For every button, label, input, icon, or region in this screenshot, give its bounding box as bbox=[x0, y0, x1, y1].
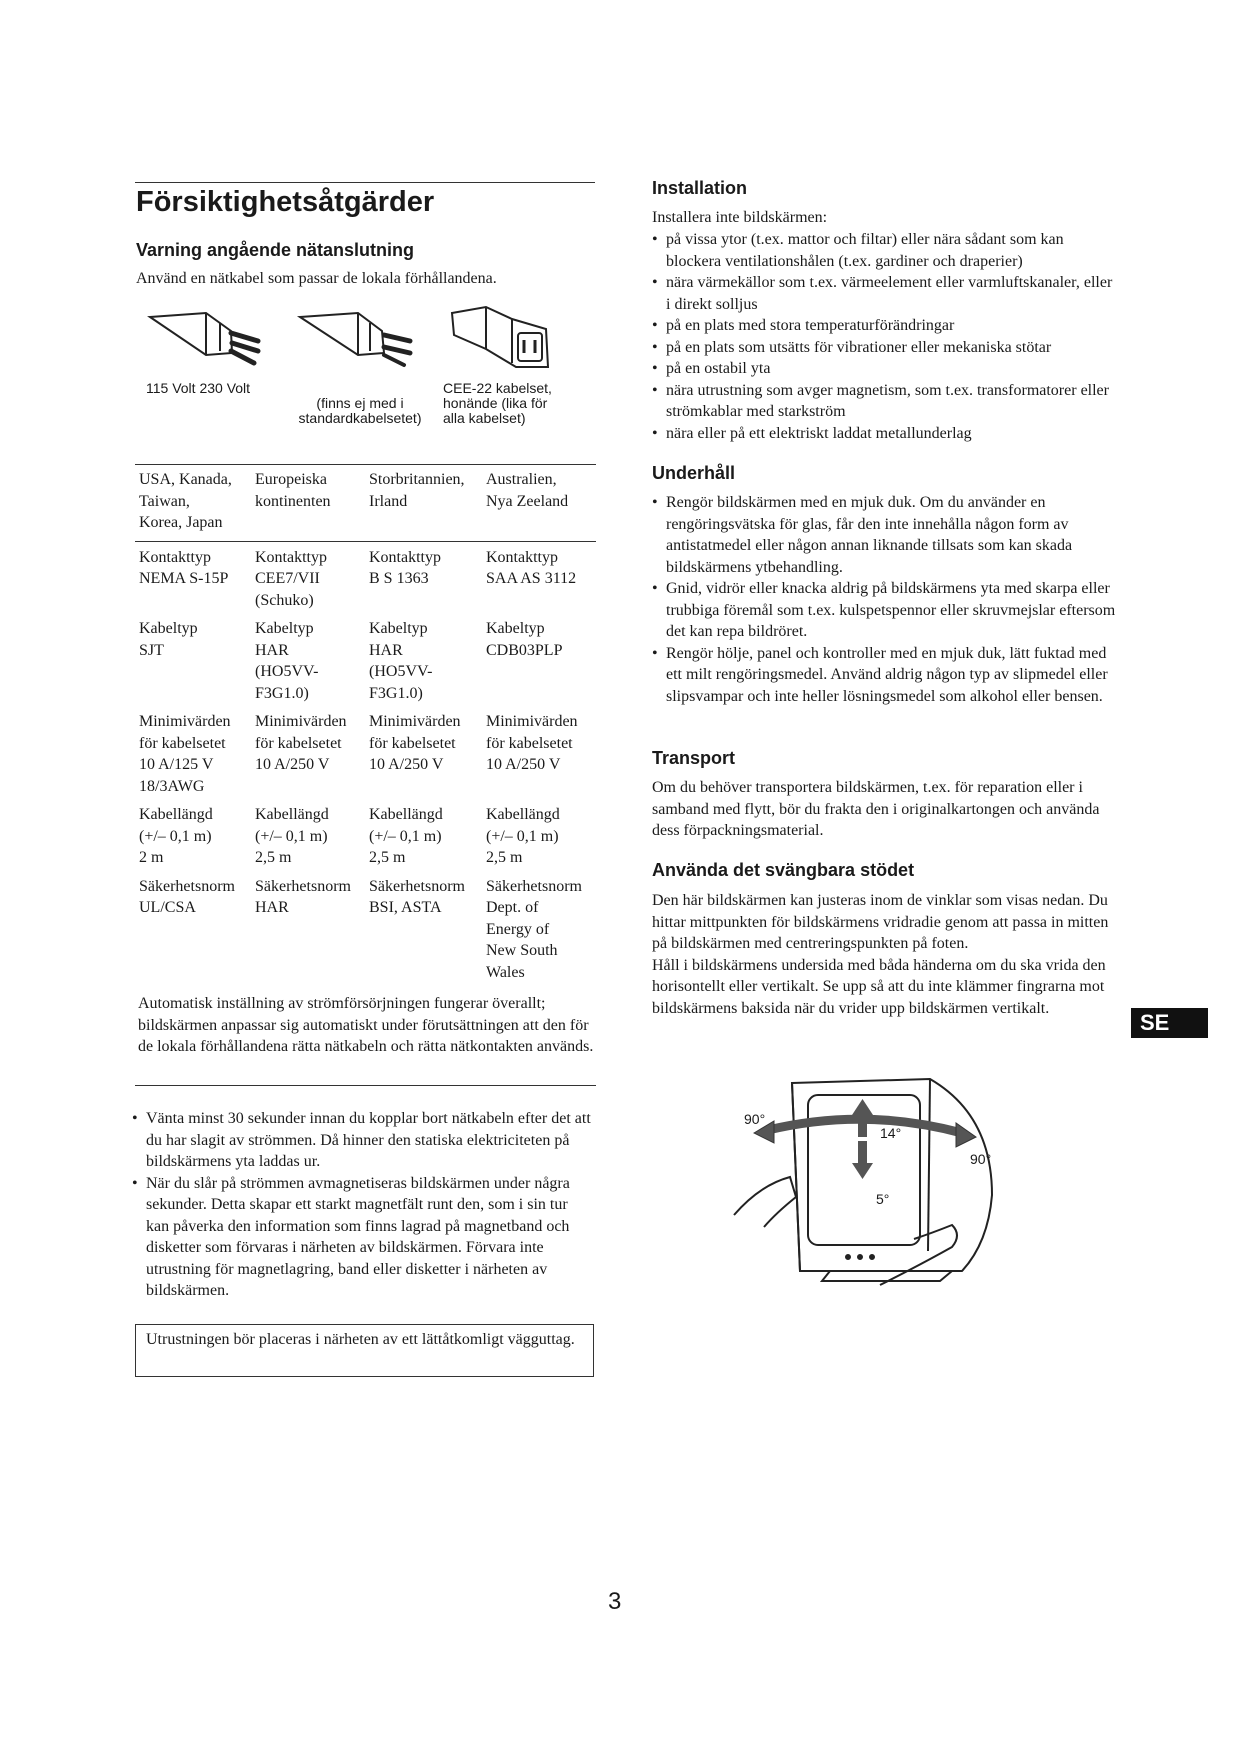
table-cell bbox=[135, 804, 251, 876]
cell-line: Energy of bbox=[486, 920, 550, 938]
cell-line: Kabeltyp bbox=[369, 620, 428, 637]
cell-line: HAR bbox=[369, 641, 403, 659]
table-row bbox=[135, 876, 596, 991]
cell-line: Kontakttyp bbox=[255, 548, 327, 566]
installation-list bbox=[650, 229, 1120, 444]
table-cell bbox=[365, 618, 482, 711]
installation-intro: Installera inte bildskärmen: bbox=[652, 209, 828, 226]
list-item: • nära värmekällor som t.ex. värmeelement eller varmluftskanaler, eller i direkt solljus bbox=[650, 272, 1120, 315]
warning-heading: Varning angående nätanslutning bbox=[136, 240, 415, 260]
table-cell bbox=[365, 465, 482, 541]
plug-label-cee22-1: CEE-22 kabelset, bbox=[443, 380, 552, 396]
cell-line: Kabeltyp bbox=[255, 620, 314, 637]
cell-line: 18/3AWG bbox=[139, 777, 205, 795]
table-cell bbox=[135, 711, 251, 804]
cell-line: 10 A/125 V bbox=[139, 756, 214, 773]
plug-label-cee22-2: honände (lika för bbox=[443, 395, 548, 411]
plug-schuko-icon bbox=[300, 313, 410, 365]
cell-line: Minimivärden bbox=[139, 713, 231, 730]
list-item: • När du slår på strömmen avmagnetiseras bildskärmen under några sekunder. Detta skapar ett starkt magnetfält runt den, som i sin tur kan påverka den information som finns lagrad på magnetband och disketter som förvaras i närheten av bildskärmen. Förvara inte utrustning för magnetlagring, band eller disketter i närheten av bildskärmen. bbox=[130, 1173, 594, 1302]
language-tab: SE bbox=[1131, 1008, 1208, 1038]
transport-text: Om du behöver transportera bildskärmen, t.ex. för reparation eller i samband med flytt, bör du frakta den i originalkartongen och använda dess förpackningsmaterial. bbox=[652, 779, 1100, 839]
cell-line: SJT bbox=[139, 641, 164, 659]
angle-up-label: 14° bbox=[880, 1125, 902, 1141]
outlet-note-box: Utrustningen bör placeras i närheten av ett lättåtkomligt vägguttag. bbox=[135, 1324, 594, 1377]
plug-label-not-included-2: standardkabelsetet) bbox=[298, 410, 422, 426]
cell-line: 10 A/250 V bbox=[486, 756, 561, 773]
table-cell bbox=[251, 711, 365, 804]
cell-line: Kabellängd bbox=[369, 806, 443, 823]
table-row bbox=[135, 711, 596, 804]
cell-line: kontinenten bbox=[255, 492, 331, 510]
cell-line: (HO5VV- bbox=[255, 663, 319, 680]
monitor-stand-icon bbox=[822, 1271, 952, 1281]
stand-text bbox=[652, 890, 1122, 1019]
table-cell bbox=[251, 804, 365, 876]
monitor-drawing bbox=[730, 1075, 1020, 1290]
cell-line: 2,5 m bbox=[255, 849, 292, 866]
cell-line: New South bbox=[486, 942, 558, 959]
table-row bbox=[135, 618, 596, 711]
cell-line: för kabelsetet bbox=[369, 734, 456, 752]
installation-heading: Installation bbox=[652, 178, 748, 198]
cell-line: Taiwan, bbox=[139, 492, 190, 510]
cell-line: 10 A/250 V bbox=[255, 756, 330, 773]
plug-nema-icon bbox=[150, 313, 258, 363]
cell-line: Kabellängd bbox=[486, 806, 560, 823]
transport-heading: Transport bbox=[652, 748, 736, 768]
table-cell bbox=[135, 876, 251, 991]
cell-line: Kabeltyp bbox=[139, 620, 198, 637]
cell-line: BSI, ASTA bbox=[369, 899, 442, 916]
plug-label-cee22-3: alla kabelset) bbox=[443, 410, 526, 426]
note-rule bbox=[135, 1085, 596, 1086]
table-cell bbox=[251, 465, 365, 541]
table-cell bbox=[135, 541, 251, 618]
cell-line: B S 1363 bbox=[369, 570, 429, 587]
cell-line: 2,5 m bbox=[486, 849, 523, 866]
cell-line: Australien, bbox=[486, 471, 557, 488]
cell-line: Storbritannien, bbox=[369, 471, 465, 488]
cell-line: Wales bbox=[486, 963, 525, 981]
table-cell bbox=[251, 876, 365, 991]
list-item: • Rengör bildskärmen med en mjuk duk. Om du använder en rengöringsvätska för glas, får den inte innehålla någon form av antistatmedel eller någon annan liknande tillsats som kan skada bildskärmens ytbehandling. bbox=[650, 492, 1120, 578]
list-item: • Vänta minst 30 sekunder innan du kopplar bort nätkabeln efter det att du har slagit av strömmen. Då hinner den statiska elektriciteten på bildskärmens yta laddas ur. bbox=[130, 1108, 594, 1173]
table-cell bbox=[365, 541, 482, 618]
plug-label-not-included-1: (finns ej med i bbox=[316, 395, 404, 411]
cell-line: (+/– 0,1 m) bbox=[486, 827, 559, 845]
cell-line: (+/– 0,1 m) bbox=[369, 827, 442, 845]
table-cell bbox=[135, 618, 251, 711]
cell-line: Kontakttyp bbox=[139, 548, 211, 566]
cell-line: (HO5VV- bbox=[369, 663, 433, 680]
list-item: • på en plats som utsätts för vibrationer eller mekaniska stötar bbox=[650, 337, 1120, 359]
stand-text-1: Den här bildskärmen kan justeras inom de vinklar som visas nedan. Du hittar mittpunkten för bildskärmens vridradie genom att passa in mitten på bildskärmen med centreringspunkten på foten. bbox=[652, 892, 1109, 952]
cell-line: för kabelsetet bbox=[486, 734, 573, 752]
cell-line: Kabeltyp bbox=[486, 620, 545, 637]
angle-right-label: 90° bbox=[970, 1151, 992, 1167]
warning-intro: Använd en nätkabel som passar de lokala förhållandena. bbox=[136, 270, 497, 287]
plug-cee22-icon bbox=[452, 307, 548, 367]
cell-line: Minimivärden bbox=[255, 713, 347, 730]
cell-line: Säkerhetsnorm bbox=[139, 877, 235, 895]
table-cell bbox=[135, 465, 251, 541]
cell-line: SAA AS 3112 bbox=[486, 570, 577, 587]
angle-down-label: 5° bbox=[876, 1191, 890, 1207]
cell-line: Kontakttyp bbox=[369, 548, 441, 566]
left-hand-icon bbox=[734, 1177, 796, 1227]
cell-line: Irland bbox=[369, 492, 408, 510]
list-item: • nära utrustning som avger magnetism, som t.ex. transformatorer eller strömkablar med starkström bbox=[650, 380, 1120, 423]
cell-line: Kabellängd bbox=[139, 806, 213, 823]
table-cell bbox=[251, 618, 365, 711]
table-cell bbox=[482, 618, 596, 711]
cell-line: USA, Kanada, bbox=[139, 471, 232, 488]
cell-line: Europeiska bbox=[255, 471, 327, 488]
cell-line: för kabelsetet bbox=[139, 734, 226, 752]
swivel-illustration bbox=[730, 1075, 1020, 1290]
cell-line: Minimivärden bbox=[369, 713, 461, 730]
spec-table bbox=[135, 465, 596, 990]
spec-table-wrapper bbox=[135, 464, 596, 990]
list-item: • på en plats med stora temperaturförändringar bbox=[650, 315, 1120, 337]
title-rule bbox=[135, 182, 595, 183]
maintenance-list bbox=[650, 492, 1120, 707]
stand-heading: Använda det svängbara stödet bbox=[652, 860, 915, 880]
cell-line: NEMA S-15P bbox=[139, 570, 229, 587]
plug-label-cee22 bbox=[443, 381, 552, 426]
cell-line: 2,5 m bbox=[369, 849, 406, 866]
plug-illustrations bbox=[146, 305, 576, 380]
list-item: • på en ostabil yta bbox=[650, 358, 1120, 380]
table-row bbox=[135, 804, 596, 876]
table-row bbox=[135, 465, 596, 541]
plug-label-not-included bbox=[290, 396, 430, 426]
angle-left-label: 90° bbox=[744, 1111, 766, 1127]
cell-line: Nya Zeeland bbox=[486, 492, 569, 510]
table-cell bbox=[365, 711, 482, 804]
cell-line: (Schuko) bbox=[255, 591, 314, 609]
cell-line: UL/CSA bbox=[139, 899, 196, 916]
maintenance-heading: Underhåll bbox=[652, 463, 736, 483]
table-cell bbox=[482, 711, 596, 804]
table-cell bbox=[482, 465, 596, 541]
cell-line: 2 m bbox=[139, 849, 164, 866]
table-cell bbox=[482, 541, 596, 618]
list-item: • Gnid, vidrör eller knacka aldrig på bildskärmens yta med skarpa eller trubbiga föremål som t.ex. kulspetspennor eller skruvmejslar eftersom det kan repa bildröret. bbox=[650, 578, 1120, 643]
cell-line: Korea, Japan bbox=[139, 514, 223, 531]
cell-line: Dept. of bbox=[486, 899, 539, 916]
cell-line: Minimivärden bbox=[486, 713, 578, 730]
page-title: Försiktighetsåtgärder bbox=[136, 186, 435, 218]
page-number: 3 bbox=[608, 1588, 622, 1615]
left-bullet-list bbox=[130, 1108, 594, 1302]
table-row bbox=[135, 541, 596, 618]
cell-line: F3G1.0) bbox=[369, 684, 423, 702]
table-cell bbox=[482, 876, 596, 991]
monitor-body-icon bbox=[792, 1079, 992, 1271]
cell-line: CDB03PLP bbox=[486, 641, 563, 659]
cell-line: Säkerhetsnorm bbox=[369, 877, 465, 895]
table-cell bbox=[251, 541, 365, 618]
cell-line: HAR bbox=[255, 899, 289, 916]
cell-line: (+/– 0,1 m) bbox=[139, 827, 212, 845]
table-cell bbox=[482, 804, 596, 876]
stand-text-2: Håll i bildskärmens undersida med båda händerna om du ska vrida den horisontellt eller vertikalt. Se upp så att du inte klämmer fingrarna mot bildskärmens baksida när du vrider upp bildskärmen vertikalt. bbox=[652, 956, 1106, 1017]
cell-line: (+/– 0,1 m) bbox=[255, 827, 328, 845]
list-item: • på vissa ytor (t.ex. mattor och filtar) eller nära sådant som kan blockera ventilationshålen (t.ex. gardiner och draperier) bbox=[650, 229, 1120, 272]
plug-label-volt: 115 Volt 230 Volt bbox=[146, 380, 251, 396]
cell-line: CEE7/VII bbox=[255, 570, 320, 587]
cell-line: Kabellängd bbox=[255, 806, 329, 823]
cell-line: Säkerhetsnorm bbox=[486, 877, 582, 895]
table-cell bbox=[365, 804, 482, 876]
auto-setting-note: Automatisk inställning av strömförsörjningen fungerar överallt; bildskärmen anpassar sig automatiskt under förutsättningen att den för de lokala förhållandena rätta nätkabeln och rätta nätkontakten används. bbox=[138, 995, 594, 1055]
cell-line: Säkerhetsnorm bbox=[255, 877, 351, 895]
tilt-arrow-icon bbox=[852, 1099, 873, 1179]
cell-line: F3G1.0) bbox=[255, 684, 309, 702]
cell-line: HAR bbox=[255, 641, 289, 659]
cell-line: 10 A/250 V bbox=[369, 756, 444, 773]
cell-line: Kontakttyp bbox=[486, 548, 558, 566]
list-item: • nära eller på ett elektriskt laddat metallunderlag bbox=[650, 423, 1120, 445]
cell-line: för kabelsetet bbox=[255, 734, 342, 752]
table-cell bbox=[365, 876, 482, 991]
list-item: • Rengör hölje, panel och kontroller med en mjuk duk, lätt fuktad med ett milt rengöringsmedel. Använd aldrig någon typ av slipmedel eller slipsvampar och inte heller lösningsmedel som alkohol eller bensen. bbox=[650, 643, 1120, 708]
